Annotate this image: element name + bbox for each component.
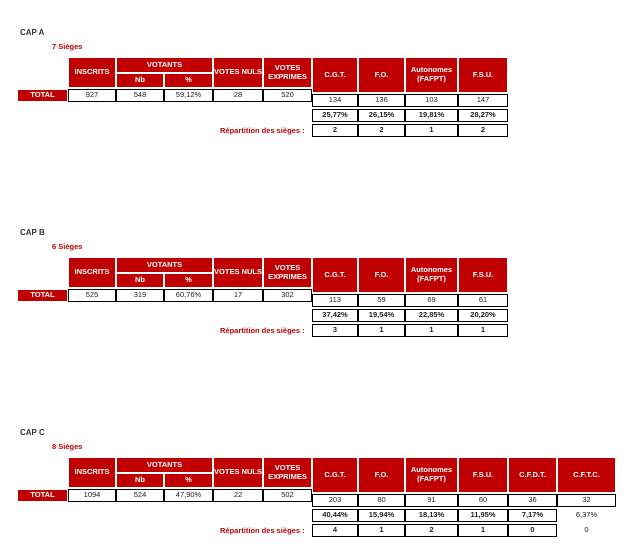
header-votants: VOTANTS <box>116 57 213 73</box>
header-votants-nb: Nb <box>116 473 164 488</box>
union-votes: 147 <box>458 94 508 107</box>
header-union: C.G.T. <box>312 57 358 93</box>
cap-seats-count: 6 Sièges <box>52 242 83 251</box>
union-votes: 59 <box>358 294 405 307</box>
cap-seats-count: 8 Sièges <box>52 442 83 451</box>
header-inscrits: INSCRITS <box>68 257 116 288</box>
union-seats: 1 <box>358 524 405 537</box>
union-votes: 203 <box>312 494 358 507</box>
union-votes: 80 <box>358 494 405 507</box>
union-seats: 2 <box>312 124 358 137</box>
total-votes-nuls: 22 <box>213 489 263 502</box>
total-votants-nb: 319 <box>116 289 164 302</box>
union-percent: 19,81% <box>405 109 458 122</box>
cap-title: CAP A <box>20 28 45 37</box>
union-percent: 15,94% <box>358 509 405 522</box>
header-union: F.S.U. <box>458 57 508 93</box>
header-votes-exprimes: VOTES EXPRIMES <box>263 257 312 288</box>
cap-title: CAP B <box>20 228 45 237</box>
total-votants-pct: 47,90% <box>164 489 213 502</box>
header-votants-nb: Nb <box>116 73 164 88</box>
header-votes-nuls: VOTES NULS <box>213 457 263 488</box>
union-seats: 2 <box>405 524 458 537</box>
union-percent: 22,85% <box>405 309 458 322</box>
union-percent: 19,54% <box>358 309 405 322</box>
union-percent: 18,13% <box>405 509 458 522</box>
header-votants-pct: % <box>164 73 213 88</box>
union-seats: 1 <box>458 524 508 537</box>
union-percent: 26,15% <box>358 109 405 122</box>
total-votants-nb: 548 <box>116 89 164 102</box>
union-votes: 61 <box>458 294 508 307</box>
header-union: Autonomes (FAFPT) <box>405 457 458 493</box>
header-votes-nuls: VOTES NULS <box>213 257 263 288</box>
cap-seats-count: 7 Sièges <box>52 42 83 51</box>
union-votes: 32 <box>557 494 616 507</box>
header-votants: VOTANTS <box>116 257 213 273</box>
header-votants-pct: % <box>164 273 213 288</box>
header-union: Autonomes (FAFPT) <box>405 57 458 93</box>
header-inscrits: INSCRITS <box>68 457 116 488</box>
total-votes-nuls: 28 <box>213 89 263 102</box>
header-votes-exprimes: VOTES EXPRIMES <box>263 57 312 88</box>
header-votants-nb: Nb <box>116 273 164 288</box>
header-union: F.S.U. <box>458 457 508 493</box>
total-votes-exprimes: 302 <box>263 289 312 302</box>
header-votes-exprimes: VOTES EXPRIMES <box>263 457 312 488</box>
header-union: C.F.T.C. <box>557 457 616 493</box>
repartition-label: Répartition des sièges : <box>220 326 305 335</box>
union-votes: 113 <box>312 294 358 307</box>
union-votes: 103 <box>405 94 458 107</box>
header-union: C.F.D.T. <box>508 457 557 493</box>
total-votes-exprimes: 520 <box>263 89 312 102</box>
header-union: C.G.T. <box>312 457 358 493</box>
total-votants-pct: 59,12% <box>164 89 213 102</box>
union-seats: 0 <box>584 525 589 535</box>
repartition-label: Répartition des sièges : <box>220 126 305 135</box>
union-percent: 20,20% <box>458 309 508 322</box>
header-union: F.O. <box>358 457 405 493</box>
total-inscrits: 927 <box>68 89 116 102</box>
union-seats: 4 <box>312 524 358 537</box>
header-union: F.S.U. <box>458 257 508 293</box>
header-union: Autonomes (FAFPT) <box>405 257 458 293</box>
union-seats: 1 <box>405 324 458 337</box>
union-votes: 136 <box>358 94 405 107</box>
union-percent: 28,27% <box>458 109 508 122</box>
union-seats: 1 <box>405 124 458 137</box>
total-label: TOTAL <box>17 489 68 502</box>
union-percent: 7,17% <box>508 509 557 522</box>
union-percent: 6,37% <box>575 510 598 520</box>
union-seats: 2 <box>358 124 405 137</box>
union-votes: 134 <box>312 94 358 107</box>
union-percent: 25,77% <box>312 109 358 122</box>
header-union: C.G.T. <box>312 257 358 293</box>
union-percent: 40,44% <box>312 509 358 522</box>
total-votants-pct: 60,76% <box>164 289 213 302</box>
total-inscrits: 1094 <box>68 489 116 502</box>
header-inscrits: INSCRITS <box>68 57 116 88</box>
cap-title: CAP C <box>20 428 45 437</box>
header-votes-nuls: VOTES NULS <box>213 57 263 88</box>
union-votes: 69 <box>405 294 458 307</box>
total-label: TOTAL <box>17 289 68 302</box>
total-votes-nuls: 17 <box>213 289 263 302</box>
union-seats: 1 <box>458 324 508 337</box>
union-votes: 60 <box>458 494 508 507</box>
header-union: F.O. <box>358 257 405 293</box>
union-votes: 91 <box>405 494 458 507</box>
header-votants-pct: % <box>164 473 213 488</box>
union-seats: 3 <box>312 324 358 337</box>
union-percent: 37,42% <box>312 309 358 322</box>
union-votes: 36 <box>508 494 557 507</box>
repartition-label: Répartition des sièges : <box>220 526 305 535</box>
union-seats: 2 <box>458 124 508 137</box>
total-votes-exprimes: 502 <box>263 489 312 502</box>
total-label: TOTAL <box>17 89 68 102</box>
union-seats: 1 <box>358 324 405 337</box>
total-votants-nb: 524 <box>116 489 164 502</box>
header-union: F.O. <box>358 57 405 93</box>
union-seats: 0 <box>508 524 557 537</box>
header-votants: VOTANTS <box>116 457 213 473</box>
total-inscrits: 525 <box>68 289 116 302</box>
union-percent: 11,95% <box>458 509 508 522</box>
